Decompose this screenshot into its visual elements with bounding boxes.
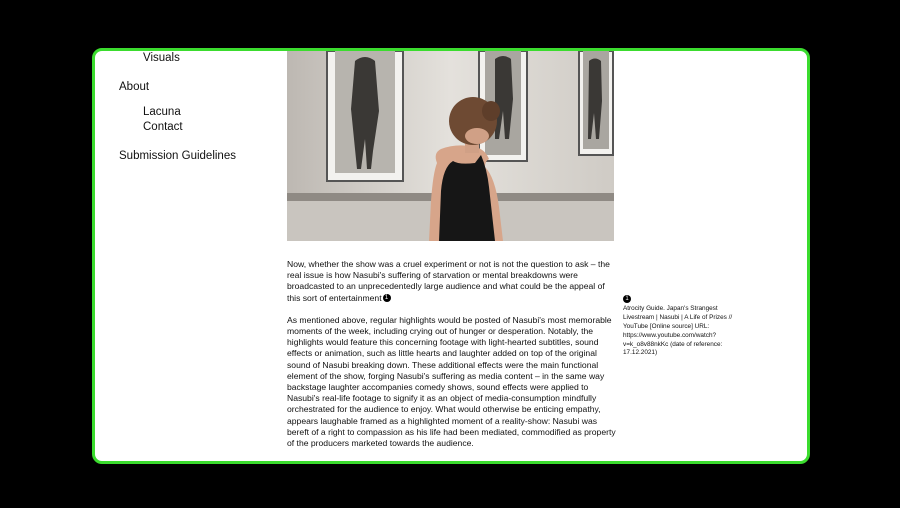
hero-image [287,51,614,241]
nav-visuals-link[interactable]: Visuals [143,52,180,64]
nav-about-link[interactable]: About [119,81,150,93]
article-paragraph: As mentioned above, regular highlights would be posted of Nasubi's most memorable moments of the week, including crying out of hunger or desperation. Notably, the highlights would feature this concerning footage with light-hearted subtitles, sound effects or animation, such as little hearts and laughter added on top of the original sound of Nasubi breaking down. These additional effects were the main functional element of the show, forging Nasubi's suffering as media content – in the same way backstage laughter accompanies comedy shows, sound effects were applied to Nasubi's real-life footage to signify it as an object of media-consumption mindfully orchestrated for the audience to enjoy. What would otherwise be enticing empathy, appears laughable framed as a highlighted moment of a reality-show: Nasubi was bereft of a right to compassion as his life had been mediated, commodified as property of the producers marketed towards the audience. [287,314,616,449]
article-body [287,259,617,460]
article-paragraph: Now, whether the show was a cruel experiment or not is not the question to ask – the real issue is how Nasubi's suffering of starvation or mental breakdowns were broadcasted to an unprecedentedly large audience and what could be the appeal of this sort of entertainment 1 [287,259,610,303]
gallery-photo-icon [287,51,614,241]
footnote-text: Atrocity Guide. Japan's Strangest Livestream | Nasubi | A Life of Prizes // YouTube [Online source] URL: https://www.youtube.com/watch?v=k_o8v88nkKc (date of reference: 17.12.2021) [623,305,733,357]
footnote-sidebar [623,295,733,358]
footnote-marker[interactable]: 1 [383,294,391,302]
nav-submission-guidelines-link[interactable]: Submission Guidelines [119,150,236,162]
footnote-number: 1 [623,295,631,303]
nav-lacuna-link[interactable]: Lacuna [143,106,181,118]
nav-contact-link[interactable]: Contact [143,121,183,133]
page-frame [92,48,810,464]
